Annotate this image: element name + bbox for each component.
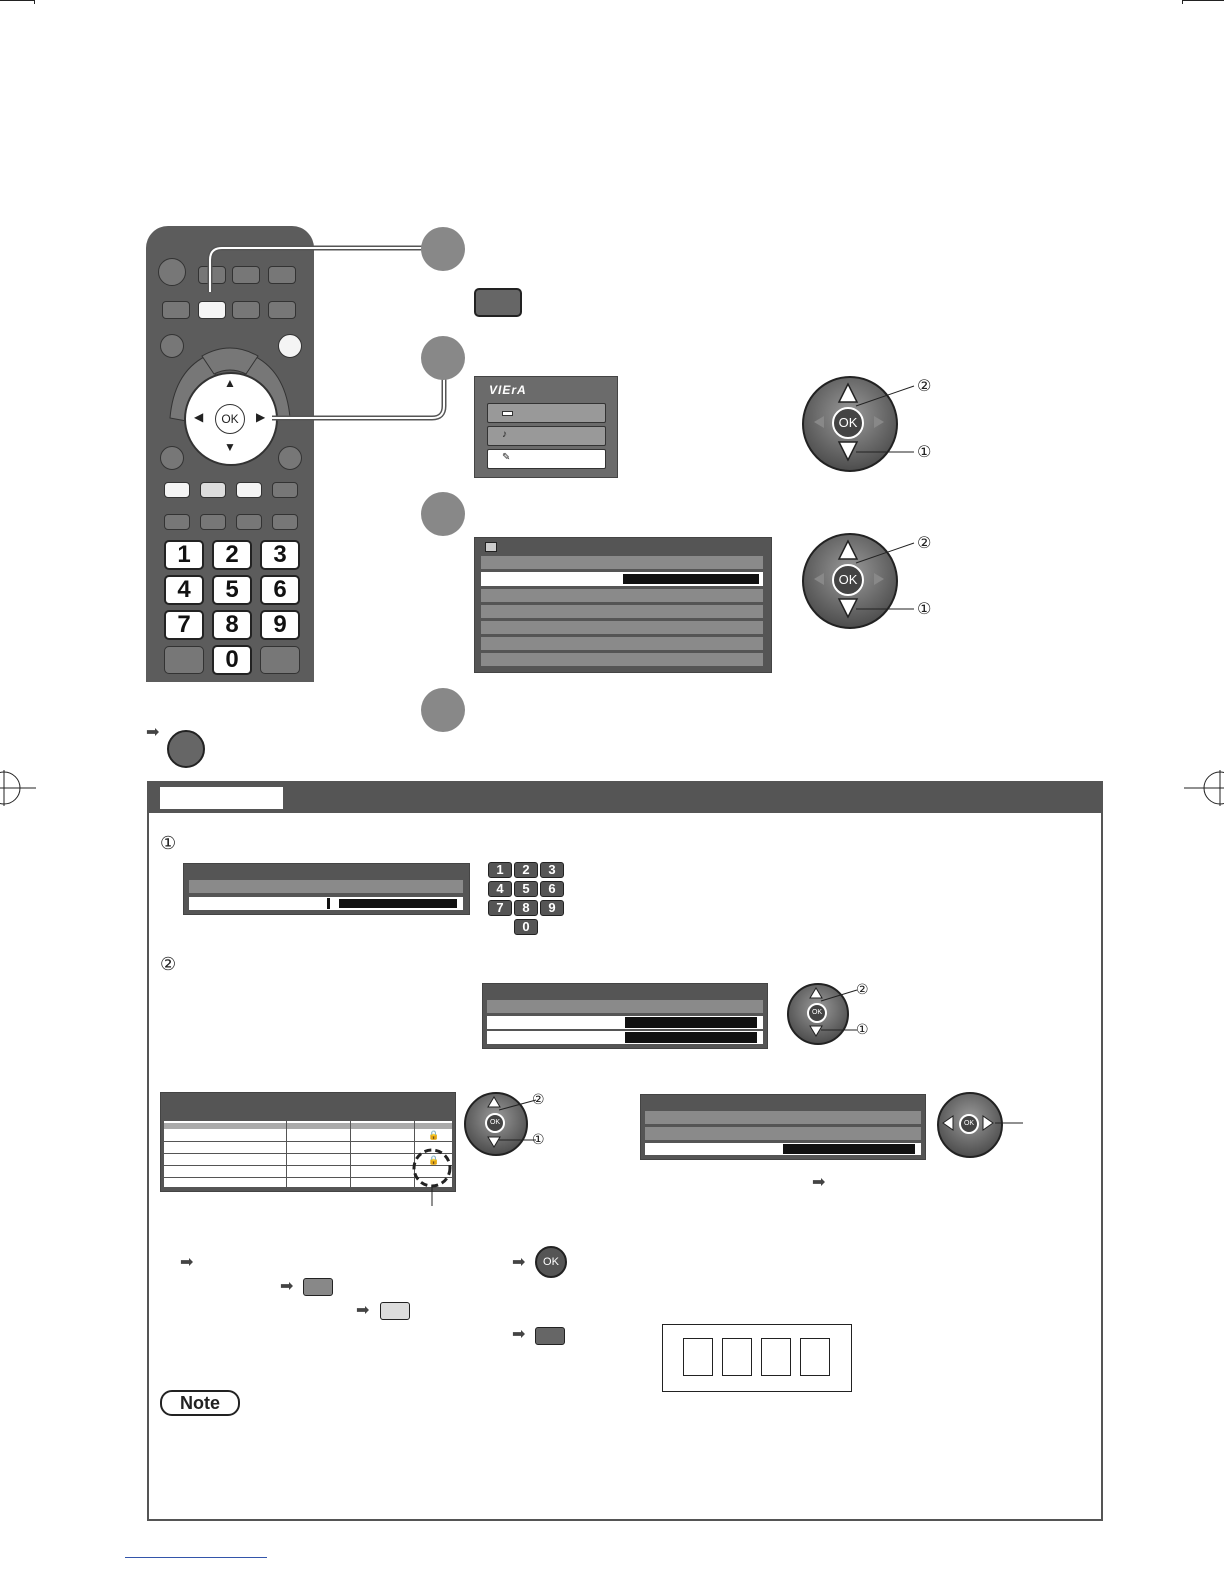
number-key-1[interactable]: 1 [164,540,204,570]
setup-row[interactable] [481,556,763,569]
crop-mark-tl-h [0,0,34,1]
remote-right-arrow-icon[interactable]: ▶ [256,410,266,424]
arrow-right-icon: ➡ [280,1278,294,1295]
setup-wrench-icon: ✎ [502,452,511,463]
keypad-key-5: 5 [514,881,538,897]
callout-2-select: ② [917,533,932,552]
pin-change-row[interactable] [645,1127,921,1140]
keypad-key-1: 1 [488,862,512,878]
remote-left-arrow-icon[interactable]: ◀ [194,410,204,424]
setup-row-selected[interactable] [481,572,763,586]
arrow-right-icon: ➡ [812,1174,826,1191]
pin-row-input[interactable] [189,897,463,910]
setup-row[interactable] [481,653,763,666]
row-value [625,1017,757,1028]
remote-button[interactable] [272,514,298,530]
row-value [783,1144,915,1154]
remote-button[interactable] [164,514,190,530]
number-key-6[interactable]: 6 [260,575,300,605]
ok-key-icon: OK [535,1246,567,1278]
substep-1-marker: ① [160,833,177,854]
pin-entry-panel [183,863,470,915]
pin-change-row[interactable] [645,1143,921,1155]
remote-button[interactable] [162,301,190,319]
row-value [625,1032,757,1043]
ok-button[interactable]: OK [485,1113,505,1133]
table-header [164,1113,452,1121]
yellow-button[interactable] [236,482,262,498]
arrow-right-icon: ➡ [512,1254,526,1271]
keypad-key-0: 0 [514,919,538,935]
callout-2-select: ② [917,376,932,395]
setup-row[interactable] [481,621,763,634]
ok-button[interactable]: OK [832,564,864,596]
child-lock-row[interactable] [487,1000,763,1013]
number-key-4[interactable]: 4 [164,575,204,605]
substep-2-marker: ② [160,954,177,975]
remote-button[interactable] [236,514,262,530]
number-key-2[interactable]: 2 [212,540,252,570]
keypad-key-7: 7 [488,900,512,916]
note-badge: Note [160,1390,240,1416]
keypad-key-2: 2 [514,862,538,878]
return-button-icon [167,730,205,768]
setup-row[interactable] [481,637,763,650]
music-note-icon: ♪ [502,429,507,440]
callout-2-select: ② [856,982,869,998]
pin-row-title [189,880,463,893]
step-3-marker [421,492,465,536]
green-button[interactable] [200,482,226,498]
callout-1-move: ① [917,442,932,461]
menu-item-sound[interactable] [487,426,606,446]
blue-button[interactable] [272,482,298,498]
section-title-tab [160,787,283,809]
table-divider [164,1141,452,1142]
arrow-right-icon: ➡ [146,724,160,741]
remote-button[interactable] [278,446,302,470]
setup-menu-panel [474,537,772,673]
table-col-divider [350,1113,351,1187]
number-key-0[interactable]: 0 [212,645,252,675]
pin-digit-box [683,1338,713,1376]
dpad-arrows-small [787,983,887,1041]
lock-icon: 🔒 [428,1130,440,1140]
ok-button[interactable]: OK [832,407,864,439]
keypad-key-4: 4 [488,881,512,897]
crop-mark-tl-v [34,0,35,4]
viera-logo: VIErA [489,383,527,397]
red-button[interactable] [164,482,190,498]
picture-icon [502,411,513,416]
arrow-right-icon: ➡ [180,1254,194,1271]
remote-button[interactable] [164,646,204,674]
menu-item-picture[interactable] [487,403,606,423]
ok-button[interactable]: OK [807,1003,827,1023]
setup-header-icon [485,542,497,552]
colour-key-icon [535,1327,565,1345]
setup-row-value [623,574,759,584]
remote-button[interactable] [200,514,226,530]
number-key-7[interactable]: 7 [164,610,204,640]
child-lock-row[interactable] [487,1031,763,1044]
callout-lines [200,240,460,440]
pin-value-field [339,899,457,908]
keypad-key-3: 3 [540,862,564,878]
lock-icon: 🔒 [428,1155,440,1165]
dpad-arrows-small [464,1092,564,1152]
callout-1-move: ① [532,1132,545,1148]
pin-box-frame [662,1324,852,1392]
number-key-8[interactable]: 8 [212,610,252,640]
menu-item-setup[interactable] [487,449,606,469]
keypad-key-9: 9 [540,900,564,916]
keypad-key-6: 6 [540,881,564,897]
section-header-bar [147,781,1101,813]
child-lock-menu-panel [482,983,768,1049]
menu-key-icon [474,288,522,317]
pin-cursor [327,898,330,909]
footer-rule [125,1557,267,1558]
registration-mark-right [1184,768,1224,808]
pin-digit-box [800,1338,830,1376]
remote-down-arrow-icon[interactable]: ▼ [224,440,236,454]
arrow-right-icon: ➡ [356,1302,370,1319]
pin-digit-box [761,1338,791,1376]
step-1-marker [421,227,465,271]
number-key-3[interactable]: 3 [260,540,300,570]
colour-key-icon [380,1302,410,1320]
number-key-5[interactable]: 5 [212,575,252,605]
lock-highlight-circle [408,1144,458,1208]
power-button[interactable] [158,258,186,286]
setup-row[interactable] [481,605,763,618]
table-row[interactable] [164,1123,452,1129]
crop-mark-tr-v [1182,0,1183,4]
remote-up-arrow-icon[interactable]: ▲ [224,376,236,390]
dpad-arrows-leftright [937,1092,1027,1154]
number-key-9[interactable]: 9 [260,610,300,640]
ok-button[interactable]: OK [959,1114,979,1134]
registration-mark-left [0,768,36,808]
callout-1-move: ① [856,1022,869,1038]
keypad-key-8: 8 [514,900,538,916]
callout-1-move: ① [917,599,932,618]
remote-button[interactable] [260,646,300,674]
remote-ok-button[interactable]: OK [215,404,245,434]
step-4-marker [421,688,465,732]
pin-digit-box [722,1338,752,1376]
arrow-right-icon: ➡ [512,1326,526,1343]
callout-2-select: ② [532,1092,545,1108]
step-2-marker [421,336,465,380]
setup-row[interactable] [481,589,763,602]
colour-key-icon [303,1278,333,1296]
child-lock-row[interactable] [487,1016,763,1029]
pin-change-row[interactable] [645,1111,921,1124]
main-menu-panel [474,376,618,478]
table-col-divider [286,1113,287,1187]
remote-button[interactable] [160,446,184,470]
pin-change-panel [640,1094,926,1160]
crop-mark-tr-h [1182,0,1224,1]
